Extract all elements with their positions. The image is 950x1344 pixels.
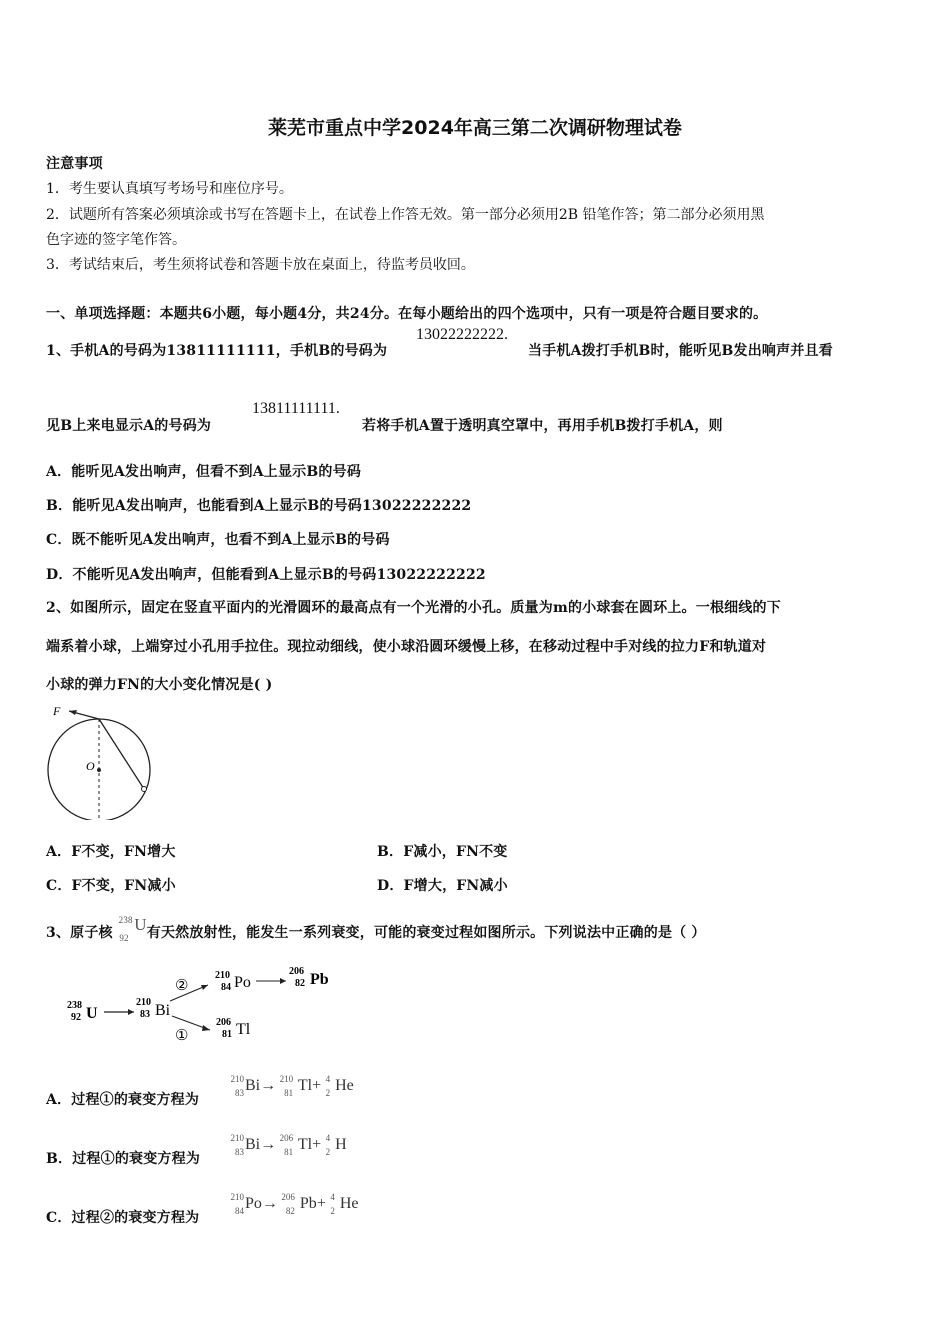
arrowhead: [280, 978, 286, 984]
notice-item: 色字迹的签字笔作答。: [46, 232, 186, 248]
q3-option-b-equation: [227, 1133, 347, 1157]
equation: 210 83 Bi→ 210 81 Tl+ 4 2 He: [230, 1074, 354, 1098]
notice-item: 1．考生要认真填写考场号和座位序号。: [46, 181, 293, 197]
q2-stem-line: 小球的弹力FN的大小变化情况是( ): [46, 677, 273, 693]
q2-option-a[interactable]: A．F不变，FN增大: [46, 844, 176, 860]
tl-mass: 206: [216, 1017, 231, 1028]
po-symbol: Po: [234, 974, 251, 991]
q3-option-a-equation: [227, 1074, 354, 1098]
u-charge: 92: [71, 1012, 81, 1023]
decay-diagram: [60, 960, 360, 1050]
u-mass: 238: [67, 1000, 82, 1011]
string: [99, 719, 144, 789]
q2-option-b[interactable]: B．F减小，FN不变: [377, 844, 508, 860]
equation: 210 84 Po→ 206 82 Pb+ 4 2 He: [230, 1192, 359, 1216]
path-2-label: ②: [175, 978, 189, 994]
q1-option-b[interactable]: B．能听见A发出响声，也能看到A上显示B的号码13022222222: [46, 498, 472, 514]
q1-number-a: 13811111111.: [252, 400, 340, 417]
center-point: [97, 768, 101, 772]
option-label: A．过程①的衰变方程为: [46, 1092, 200, 1108]
option-label: B．过程①的衰变方程为: [46, 1151, 201, 1167]
option-label: C．过程②的衰变方程为: [46, 1210, 200, 1226]
notice-item: 2．试题所有答案必须填涂或书写在答题卡上，在试卷上作答无效。第一部分必须用2B 铅笔作答；第二部分必须用黑: [46, 207, 765, 223]
q2-option-c[interactable]: C．F不变，FN减小: [46, 878, 176, 894]
q3-stem: [46, 915, 706, 945]
ball: [142, 787, 147, 792]
q1-option-a[interactable]: A．能听见A发出响声，但看不到A上显示B的号码: [46, 464, 362, 480]
q3-option-c[interactable]: [46, 1207, 199, 1227]
q2-stem-line: 2、如图所示，固定在竖直平面内的光滑圆环的最高点有一个光滑的小孔。质量为m的小球套在圆环上。一根细线的下: [46, 600, 781, 616]
po-mass: 210: [215, 970, 230, 981]
page-title: 莱芜市重点中学2024年高三第二次调研物理试卷: [268, 117, 682, 139]
section-heading: 一、单项选择题：本题共6小题，每小题4分，共24分。在每小题给出的四个选项中，只有一项是符合题目要求的。: [46, 306, 768, 322]
arrowhead: [202, 1025, 210, 1031]
q3-text: 3、原子核: [46, 925, 113, 941]
tl-charge: 81: [222, 1029, 232, 1040]
q1-text: 当手机A拨打手机B时，能听见B发出响声并且看: [528, 343, 833, 359]
q1-text: 若将手机A置于透明真空罩中，再用手机B拨打手机A，则: [362, 418, 723, 434]
q1-number-b: 13022222222.: [416, 326, 508, 343]
q3-text: 有天然放射性，能发生一系列衰变，可能的衰变过程如图所示。下列说法中正确的是（ ）: [146, 925, 706, 941]
bi-mass: 210: [136, 997, 151, 1008]
arrowhead: [201, 985, 208, 990]
q3-option-b[interactable]: [46, 1148, 200, 1168]
po-charge: 84: [221, 982, 231, 993]
q3-option-a[interactable]: [46, 1089, 199, 1109]
pb-charge: 82: [295, 978, 305, 989]
tl-symbol: Tl: [236, 1021, 251, 1038]
q3-option-c-equation: [227, 1192, 359, 1216]
notice-item: 3．考试结束后，考生须将试卷和答题卡放在桌面上，待监考员收回。: [46, 257, 475, 273]
q1-stem-line1: [46, 340, 387, 360]
bi-charge: 83: [140, 1009, 150, 1020]
uranium-nuclide: 238 92 U: [118, 915, 147, 943]
notice-heading: 注意事项: [46, 156, 103, 172]
pb-symbol: Pb: [310, 971, 329, 988]
label-F: F: [53, 704, 61, 718]
label-O: O: [86, 759, 95, 773]
arrowhead: [128, 1009, 134, 1015]
q2-stem-line: 端系着小球，上端穿过小孔用手拉住。现拉动细线，使小球沿圆环缓慢上移，在移动过程中手对线的拉力F和轨道对: [46, 639, 767, 655]
q2-option-d[interactable]: D．F增大，FN减小: [377, 878, 508, 894]
q1-option-c[interactable]: C．既不能听见A发出响声，也看不到A上显示B的号码: [46, 532, 390, 548]
equation: 210 83 Bi→ 206 81 Tl+ 4 2 H: [230, 1133, 347, 1157]
path-1-label: ①: [175, 1028, 189, 1044]
bi-symbol: Bi: [155, 1002, 171, 1019]
q1-option-d[interactable]: D．不能听见A发出响声，但能看到A上显示B的号码13022222222: [46, 567, 486, 583]
ring-diagram: [40, 700, 160, 820]
pb-mass: 206: [289, 966, 304, 977]
u-symbol: U: [86, 1005, 98, 1022]
q1-text: 1、手机A的号码为13811111111，手机B的号码为: [46, 343, 388, 359]
q1-text: 见B上来电显示A的号码为: [46, 418, 212, 434]
